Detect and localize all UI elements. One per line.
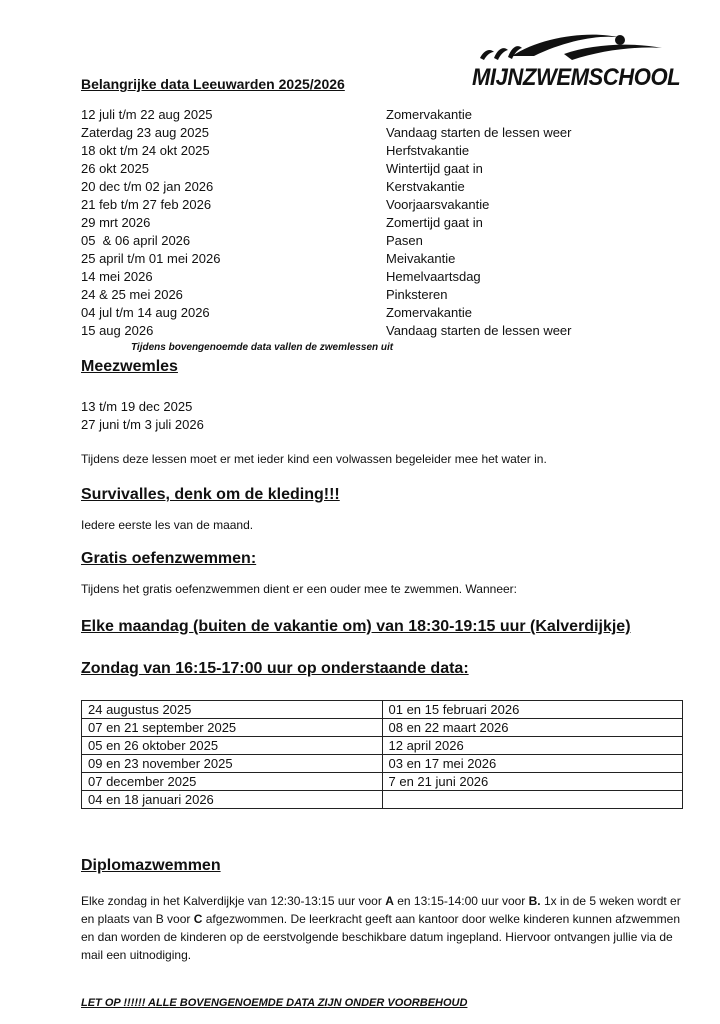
date-text: 21 feb t/m 27 feb 2026	[81, 197, 212, 212]
event-text: Hemelvaartsdag	[386, 269, 481, 284]
date-text: 12 juli t/m 22 aug 2025	[81, 107, 213, 122]
table-row	[82, 755, 683, 773]
date-row	[81, 286, 641, 304]
table-cell: 7 en 21 juni 2026	[382, 773, 683, 791]
page-title: Belangrijke data Leeuwarden 2025/2026	[81, 76, 345, 92]
date-text: 26 okt 2025	[81, 161, 149, 176]
brand-logo	[472, 30, 684, 92]
table-row	[82, 701, 683, 719]
event-text: Herfstvakantie	[386, 143, 470, 158]
level-b: B.	[528, 894, 541, 908]
table-cell: 01 en 15 februari 2026	[382, 701, 683, 719]
sunday-schedule-heading: Zondag van 16:15-17:00 uur op onderstaande data:	[81, 660, 469, 677]
meezwemles-heading: Meezwemles	[81, 358, 178, 375]
date-row	[81, 142, 641, 160]
meezwemles-text: Tijdens deze lessen moet er met ieder kind een volwassen begeleider mee het water in.	[81, 452, 547, 466]
date-text: 20 dec t/m 02 jan 2026	[81, 179, 214, 194]
event-text: Zomervakantie	[386, 107, 472, 122]
table-cell: 07 december 2025	[82, 773, 383, 791]
survival-text: Iedere eerste les van de maand.	[81, 518, 254, 532]
date-row	[81, 124, 641, 142]
table-row	[82, 737, 683, 755]
table-cell: 09 en 23 november 2025	[82, 755, 383, 773]
event-text: Vandaag starten de lessen weer	[386, 323, 572, 338]
date-row	[81, 160, 641, 178]
date-text: Zaterdag 23 aug 2025	[81, 125, 209, 140]
meezwemles-date: 27 juni t/m 3 juli 2026	[81, 417, 204, 432]
date-text: 25 april t/m 01 mei 2026	[81, 251, 221, 266]
date-row	[81, 250, 641, 268]
table-cell: 12 april 2026	[382, 737, 683, 755]
event-text: Zomertijd gaat in	[386, 215, 483, 230]
date-text: 24 & 25 mei 2026	[81, 287, 183, 302]
event-text: Wintertijd gaat in	[386, 161, 483, 176]
table-cell: 24 augustus 2025	[82, 701, 383, 719]
table-row	[82, 719, 683, 737]
date-row	[81, 232, 641, 250]
event-text: Zomervakantie	[386, 305, 472, 320]
date-row	[81, 268, 641, 286]
diploma-heading: Diplomazwemmen	[81, 857, 221, 874]
diploma-text: 1x in de 5 weken wordt er en plaats van B voor	[81, 894, 681, 926]
event-text: Pinksteren	[386, 287, 448, 302]
date-row	[81, 196, 641, 214]
diploma-paragraph	[81, 892, 693, 964]
event-text: Voorjaarsvakantie	[386, 197, 490, 212]
disclaimer-note: LET OP !!!!!! ALLE BOVENGENOEMDE DATA ZIJN ONDER VOORBEHOUD	[81, 997, 468, 1009]
dates-note: Tijdens bovengenoemde data vallen de zwemlessen uit	[131, 342, 394, 353]
sunday-dates-table	[81, 700, 683, 809]
date-row	[81, 178, 641, 196]
date-text: 29 mrt 2026	[81, 215, 151, 230]
date-row	[81, 214, 641, 232]
table-cell: 04 en 18 januari 2026	[82, 791, 383, 809]
date-text: 04 jul t/m 14 aug 2026	[81, 305, 210, 320]
date-text: 15 aug 2026	[81, 323, 154, 338]
survival-heading: Survivalles, denk om de kleding!!!	[81, 486, 340, 503]
date-row	[81, 322, 641, 340]
date-row	[81, 304, 641, 322]
monday-schedule-heading: Elke maandag (buiten de vakantie om) van 18:30-19:15 uur (Kalverdijkje)	[81, 618, 631, 635]
level-a: A	[385, 894, 394, 908]
table-row	[82, 773, 683, 791]
table-cell	[382, 791, 683, 809]
table-cell: 07 en 21 september 2025	[82, 719, 383, 737]
event-text: Vandaag starten de lessen weer	[386, 125, 572, 140]
table-cell: 08 en 22 maart 2026	[382, 719, 683, 737]
event-text: Meivakantie	[386, 251, 456, 266]
date-text: 05 & 06 april 2026	[81, 233, 191, 248]
event-text: Kerstvakantie	[386, 179, 465, 194]
logo-text: MIJNZWEMSCHOOL	[472, 64, 681, 91]
table-cell: 03 en 17 mei 2026	[382, 755, 683, 773]
diploma-text: en 13:15-14:00 uur voor	[393, 894, 529, 908]
oefenzwemmen-text: Tijdens het gratis oefenzwemmen dient er een ouder mee te zwemmen. Wanneer:	[81, 582, 517, 596]
date-text: 18 okt t/m 24 okt 2025	[81, 143, 210, 158]
event-text: Pasen	[386, 233, 423, 248]
swimmer-logo-icon	[472, 30, 684, 66]
level-c: C	[193, 912, 203, 926]
table-row	[82, 791, 683, 809]
diploma-text: afgezwommen. De leerkracht geeft aan kantoor door welke kinderen kunnen afzwemmen en dan worden de kinderen op de eerstvolgende beschikbare datum ingepland. Hiervoor ontvangen jullie via de mail een uitnodiging.	[81, 912, 680, 962]
oefenzwemmen-heading: Gratis oefenzwemmen:	[81, 550, 257, 567]
meezwemles-date: 13 t/m 19 dec 2025	[81, 399, 193, 414]
important-dates-list	[81, 106, 641, 340]
date-row	[81, 106, 641, 124]
table-cell: 05 en 26 oktober 2025	[82, 737, 383, 755]
diploma-text: Elke zondag in het Kalverdijkje van 12:30-13:15 uur voor	[81, 894, 386, 908]
date-text: 14 mei 2026	[81, 269, 153, 284]
